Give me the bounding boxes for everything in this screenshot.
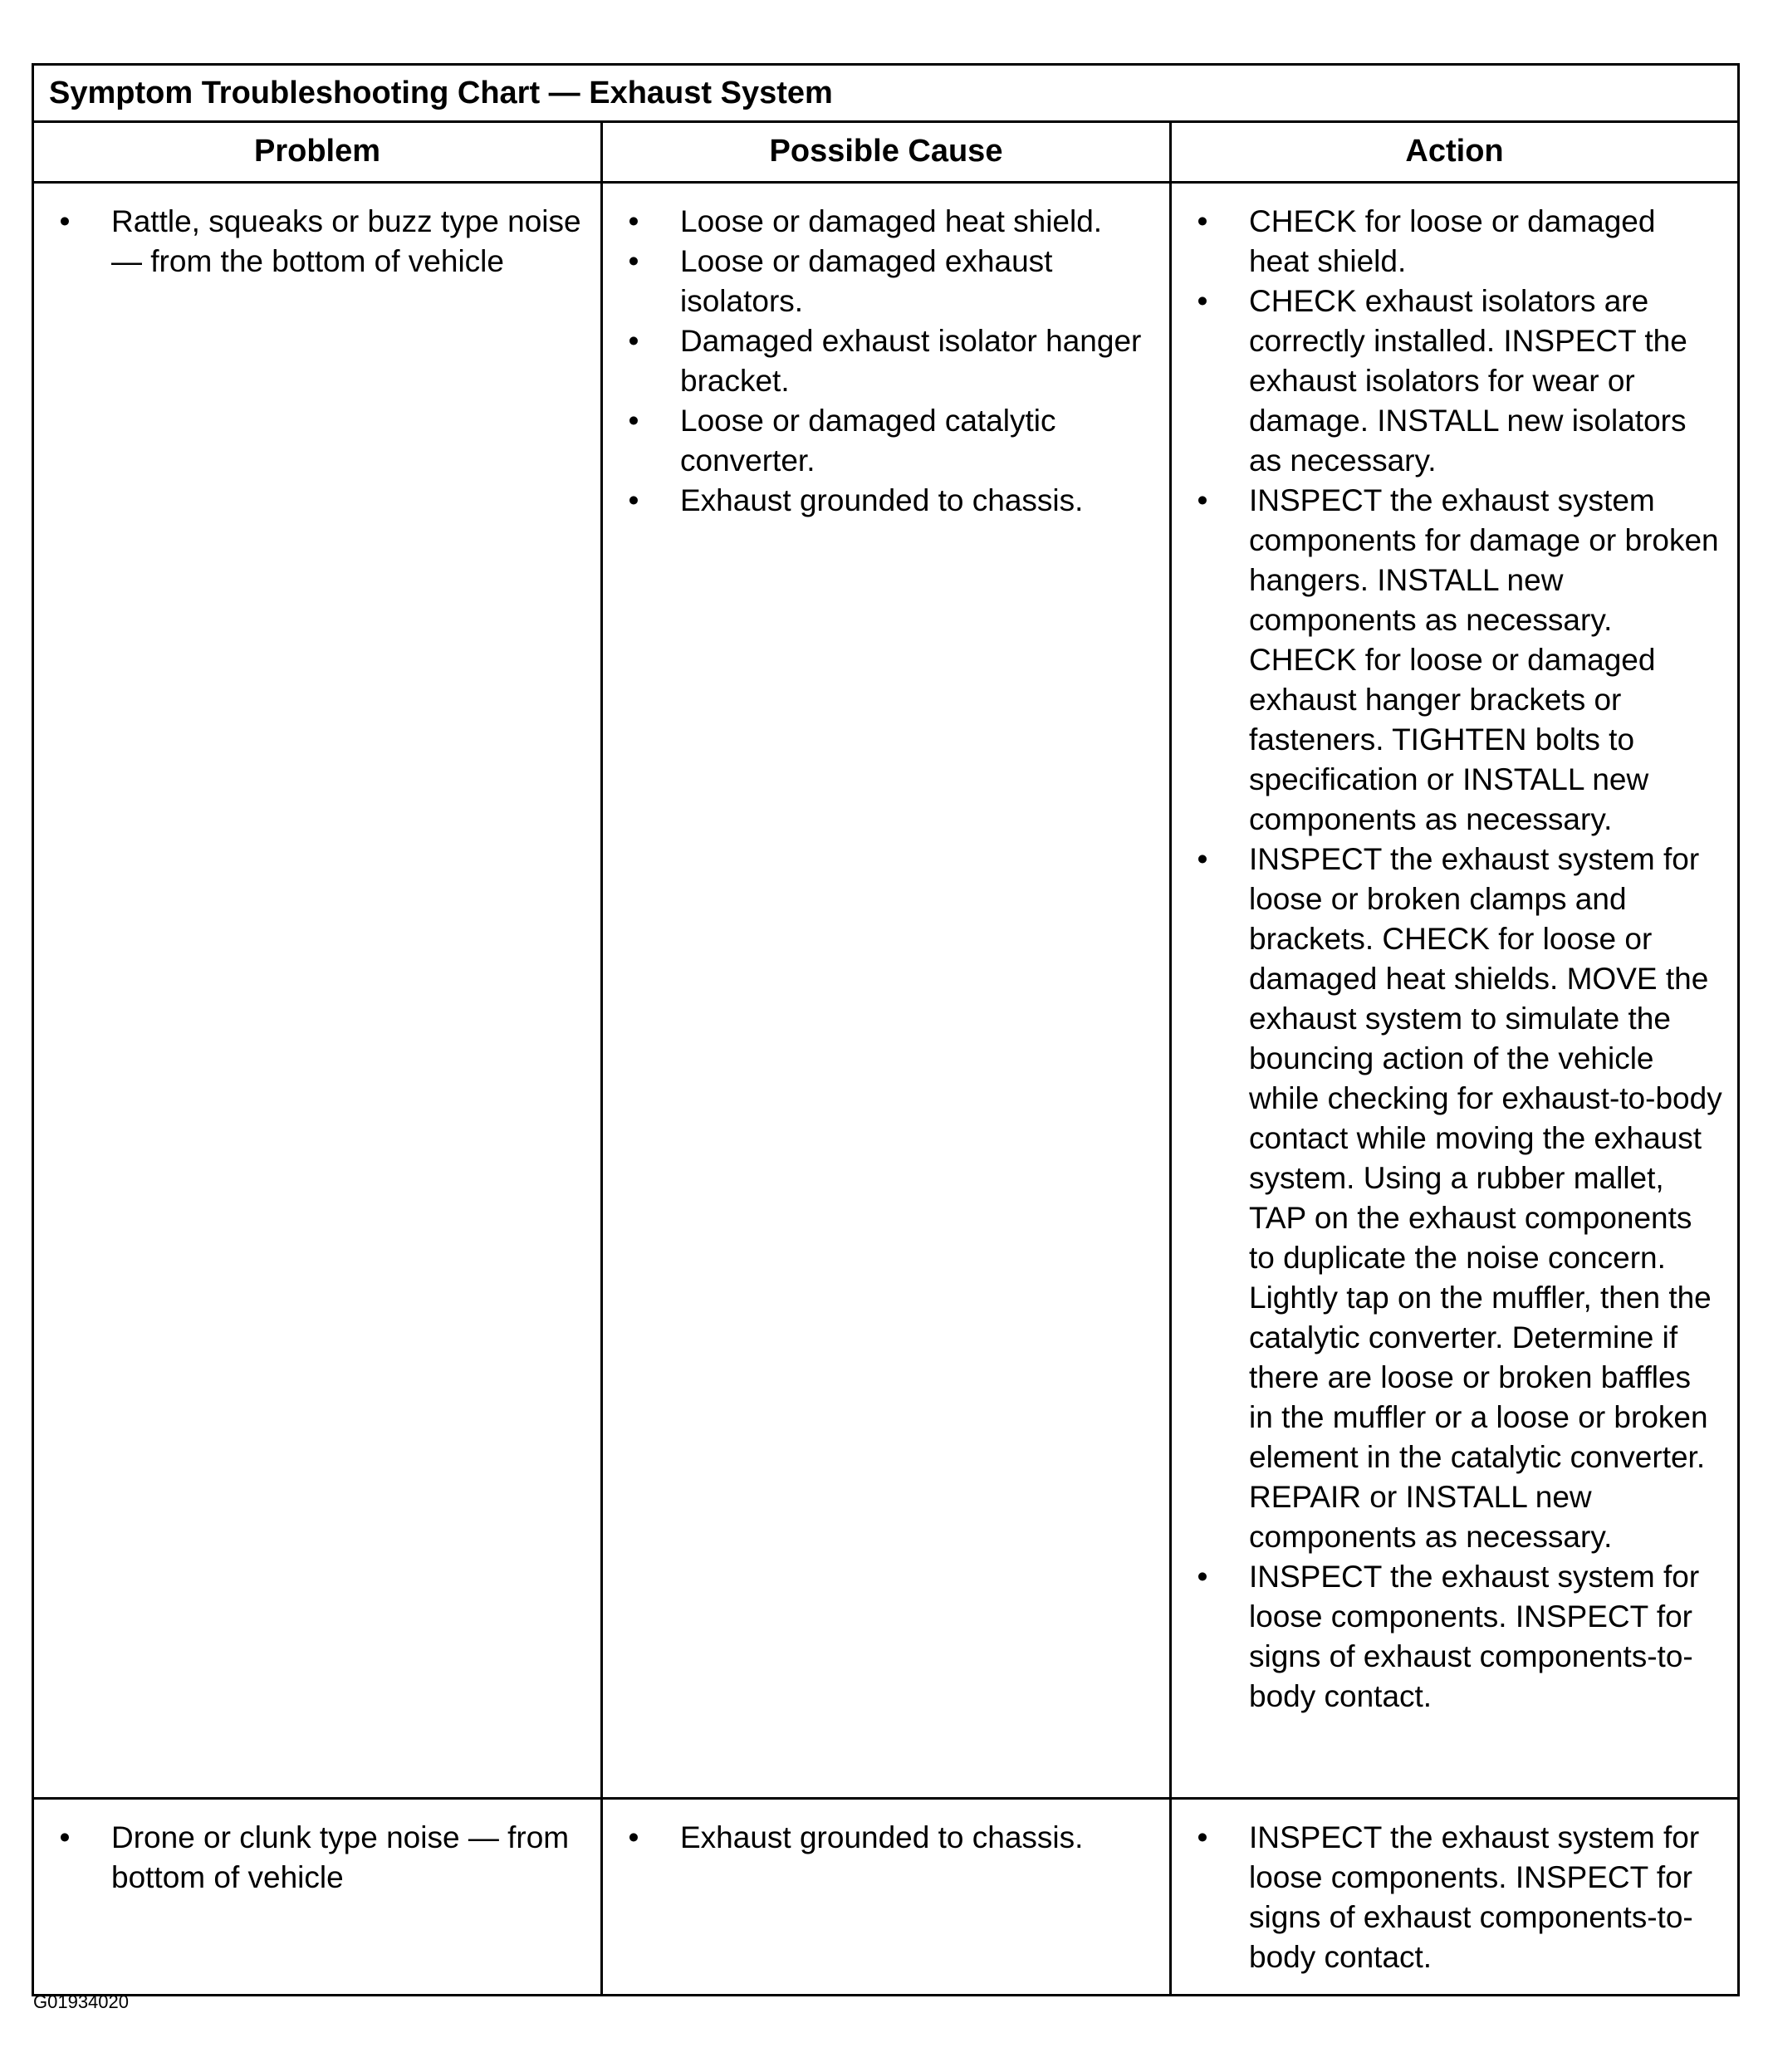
bullet-icon: • bbox=[628, 404, 639, 438]
list-item: • CHECK exhaust isolators are correctly installed. INSPECT the exhaust isolators for wear or damage. INSTALL new isolators as necessary. bbox=[1172, 282, 1722, 481]
action-cell bbox=[1171, 1799, 1739, 1996]
list-item: • Drone or clunk type noise — from bottom of vehicle bbox=[34, 1818, 585, 1898]
cause-cell bbox=[602, 1799, 1171, 1996]
problem-cell bbox=[33, 183, 602, 1799]
bullet-icon: • bbox=[628, 244, 639, 278]
list-item: • Loose or damaged exhaust isolators. bbox=[603, 242, 1154, 321]
list-item: • INSPECT the exhaust system for loose components. INSPECT for signs of exhaust components-to-body contact. bbox=[1172, 1818, 1722, 1977]
bullet-icon: • bbox=[1197, 483, 1208, 517]
problem-list bbox=[34, 1800, 600, 1914]
problem-list bbox=[34, 184, 600, 298]
list-item: • Exhaust grounded to chassis. bbox=[603, 481, 1154, 521]
bullet-icon: • bbox=[1197, 1560, 1208, 1594]
list-item: • Damaged exhaust isolator hanger bracket. bbox=[603, 321, 1154, 401]
action-cell bbox=[1171, 183, 1739, 1799]
table-row bbox=[33, 1799, 1739, 1996]
action-list bbox=[1172, 184, 1737, 1733]
bullet-icon: • bbox=[1197, 204, 1208, 238]
bullet-icon: • bbox=[1197, 284, 1208, 318]
chart-title: Symptom Troubleshooting Chart — Exhaust System bbox=[33, 65, 1739, 122]
header-action: Action bbox=[1171, 122, 1739, 183]
bullet-icon: • bbox=[628, 204, 639, 238]
bullet-icon: • bbox=[59, 204, 71, 238]
bullet-icon: • bbox=[628, 483, 639, 517]
bullet-icon: • bbox=[59, 1820, 71, 1854]
problem-cell bbox=[33, 1799, 602, 1996]
figure-id: G01934020 bbox=[33, 1991, 129, 2012]
list-item: • Loose or damaged catalytic converter. bbox=[603, 401, 1154, 481]
cause-list bbox=[603, 1800, 1169, 1874]
list-item: • INSPECT the exhaust system for loose components. INSPECT for signs of exhaust components-to-body contact. bbox=[1172, 1557, 1722, 1717]
bullet-icon: • bbox=[1197, 1820, 1208, 1854]
bullet-icon: • bbox=[628, 324, 639, 358]
troubleshooting-chart bbox=[32, 63, 1740, 1996]
table-row bbox=[33, 183, 1739, 1799]
list-item: • Loose or damaged heat shield. bbox=[603, 202, 1154, 242]
cause-list bbox=[603, 184, 1169, 537]
bullet-icon: • bbox=[1197, 842, 1208, 876]
cause-cell bbox=[602, 183, 1171, 1799]
list-item: • INSPECT the exhaust system for loose or broken clamps and brackets. CHECK for loose or damaged heat shields. MOVE the exhaust system to simulate the bouncing action of the vehicle while checking for exhaust-to-body contact while moving the exhaust system. Using a rubber mallet, TAP on the exhaust components to duplicate the noise concern. Lightly tap on the muffler, then the catalytic converter. Determine if there are loose or broken baffles in the muffler or a loose or broken element in the catalytic converter. REPAIR or INSTALL new components as necessary. bbox=[1172, 840, 1722, 1557]
list-item: • Rattle, squeaks or buzz type noise — from the bottom of vehicle bbox=[34, 202, 585, 282]
list-item: • CHECK for loose or damaged heat shield. bbox=[1172, 202, 1722, 282]
column-header-row bbox=[33, 122, 1739, 183]
list-item: • Exhaust grounded to chassis. bbox=[603, 1818, 1154, 1858]
bullet-icon: • bbox=[628, 1820, 639, 1854]
action-list bbox=[1172, 1800, 1737, 1994]
header-problem: Problem bbox=[33, 122, 602, 183]
chart-title-row bbox=[33, 65, 1739, 122]
list-item: • INSPECT the exhaust system components for damage or broken hangers. INSTALL new components as necessary. CHECK for loose or damaged exhaust hanger brackets or fasteners. TIGHTEN bolts to specification or INSTALL new components as necessary. bbox=[1172, 481, 1722, 840]
header-possible-cause: Possible Cause bbox=[602, 122, 1171, 183]
